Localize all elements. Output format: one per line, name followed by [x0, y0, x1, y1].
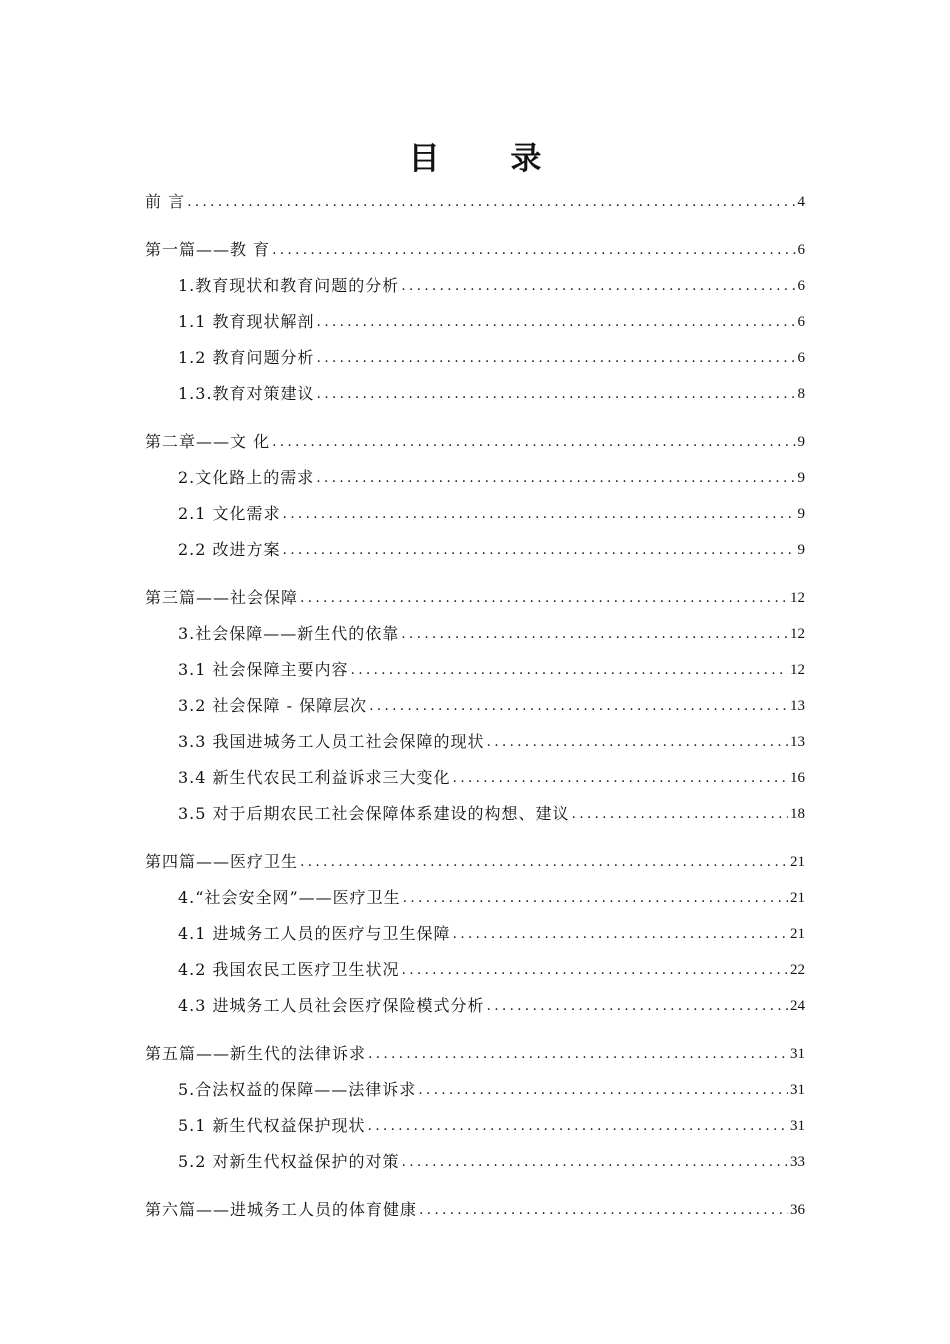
toc-entry-label: 3.2 社会保障 - 保障层次 [178, 696, 368, 715]
toc-entry[interactable] [145, 848, 805, 872]
toc-entry-label: 3.5 对于后期农民工社会保障体系建设的构想、建议 [178, 804, 570, 823]
toc-entry-page-number: 6 [797, 314, 805, 330]
toc-entry-page-number: 12 [790, 662, 805, 678]
toc-entry-label: 第六篇——进城务工人员的体育健康 [145, 1200, 418, 1219]
toc-entry[interactable] [145, 584, 805, 608]
toc-entry[interactable] [178, 920, 805, 944]
toc-entry[interactable] [178, 956, 805, 980]
toc-entry-label: 4.“社会安全网”——医疗卫生 [178, 888, 401, 907]
toc-entry-label: 2.2 改进方案 [178, 540, 281, 559]
toc-dot-leader [485, 732, 788, 752]
toc-dot-leader [270, 432, 795, 452]
toc-dot-leader [416, 1080, 788, 1100]
toc-dot-leader [400, 1152, 788, 1172]
toc-dot-leader [349, 660, 788, 680]
toc-entry-label: 第一篇——教 育 [145, 240, 271, 259]
toc-entry-page-number: 33 [790, 1154, 805, 1170]
toc-entry-page-number: 6 [797, 278, 805, 294]
toc-dot-leader [298, 852, 788, 872]
toc-dot-leader [298, 588, 788, 608]
toc-entry[interactable] [145, 428, 805, 452]
toc-entry[interactable] [145, 1196, 805, 1220]
toc-entry[interactable] [178, 344, 805, 368]
toc-entry-page-number: 31 [790, 1082, 805, 1098]
toc-dot-leader [270, 240, 795, 260]
toc-entry-label: 4.2 我国农民工医疗卫生状况 [178, 960, 400, 979]
toc-dot-leader [185, 192, 795, 212]
toc-entry[interactable] [178, 692, 805, 716]
toc-entry[interactable] [178, 800, 805, 824]
toc-entry-label: 4.1 进城务工人员的医疗与卫生保障 [178, 924, 451, 943]
toc-entry[interactable] [178, 620, 805, 644]
toc-entry-page-number: 21 [790, 926, 805, 942]
toc-dot-leader [570, 804, 788, 824]
toc-dot-leader [367, 696, 788, 716]
toc-dot-leader [401, 888, 788, 908]
toc-entry[interactable] [178, 728, 805, 752]
toc-entry-page-number: 31 [790, 1046, 805, 1062]
toc-dot-leader [417, 1200, 788, 1220]
toc-entry[interactable] [178, 1076, 805, 1100]
toc-dot-leader [399, 276, 795, 296]
toc-dot-leader [281, 504, 796, 524]
toc-dot-leader [315, 384, 796, 404]
toc-entry[interactable] [178, 308, 805, 332]
toc-entry[interactable] [178, 656, 805, 680]
toc-entry-label: 5.2 对新生代权益保护的对策 [178, 1152, 400, 1171]
toc-entry-page-number: 9 [797, 542, 805, 558]
toc-entry-page-number: 18 [790, 806, 805, 822]
toc-dot-leader [366, 1044, 788, 1064]
toc-entry-page-number: 22 [790, 962, 805, 978]
toc-entry-page-number: 31 [790, 1118, 805, 1134]
toc-entry[interactable] [178, 1148, 805, 1172]
toc-dot-leader [315, 312, 796, 332]
toc-entry-label: 3.社会保障——新生代的依靠 [178, 624, 400, 643]
toc-dot-leader [399, 624, 788, 644]
toc-dot-leader [451, 924, 788, 944]
toc-entry[interactable] [145, 1040, 805, 1064]
toc-entry-page-number: 13 [790, 734, 805, 750]
toc-entry-page-number: 6 [797, 350, 805, 366]
toc-entry-page-number: 9 [797, 434, 805, 450]
toc-entry-label: 2.文化路上的需求 [178, 468, 315, 487]
toc-entry-label: 3.3 我国进城务工人员工社会保障的现状 [178, 732, 485, 751]
toc-entry[interactable] [178, 992, 805, 1016]
toc-entry-label: 前 言 [145, 192, 186, 211]
toc-entry-label: 第二章——文 化 [145, 432, 271, 451]
toc-entry-page-number: 12 [790, 590, 805, 606]
toc-entry[interactable] [178, 536, 805, 560]
toc-entry-page-number: 13 [790, 698, 805, 714]
toc-entry-page-number: 12 [790, 626, 805, 642]
toc-entry-page-number: 24 [790, 998, 805, 1014]
toc-entry[interactable] [145, 188, 805, 212]
toc-entry-page-number: 8 [797, 386, 805, 402]
toc-entry[interactable] [178, 464, 805, 488]
toc-entry-label: 第四篇——医疗卫生 [145, 852, 299, 871]
page-title: 目 录 [408, 141, 572, 177]
toc-entry-label: 1.2 教育问题分析 [178, 348, 315, 367]
toc-dot-leader [314, 468, 795, 488]
toc-entry-page-number: 21 [790, 854, 805, 870]
toc-entry-page-number: 4 [797, 194, 805, 210]
toc-entry-label: 4.3 进城务工人员社会医疗保险模式分析 [178, 996, 485, 1015]
toc-entry[interactable] [178, 380, 805, 404]
toc-entry-label: 2.1 文化需求 [178, 504, 281, 523]
toc-dot-leader [485, 996, 788, 1016]
toc-dot-leader [366, 1116, 788, 1136]
toc-dot-leader [315, 348, 796, 368]
toc-entry-label: 5.合法权益的保障——法律诉求 [178, 1080, 417, 1099]
toc-entry-page-number: 9 [797, 506, 805, 522]
toc-entry-label: 5.1 新生代权益保护现状 [178, 1116, 366, 1135]
toc-entry-label: 第三篇——社会保障 [145, 588, 299, 607]
toc-entry-page-number: 6 [797, 242, 805, 258]
toc-entry[interactable] [145, 236, 805, 260]
toc-entry[interactable] [178, 884, 805, 908]
toc-entry-label: 1.3.教育对策建议 [178, 384, 315, 403]
toc-entry[interactable] [178, 272, 805, 296]
toc-dot-leader [451, 768, 788, 788]
toc-entry-page-number: 16 [790, 770, 805, 786]
toc-entry-label: 1.教育现状和教育问题的分析 [178, 276, 400, 295]
toc-entry-label: 1.1 教育现状解剖 [178, 312, 315, 331]
toc-entry-label: 3.1 社会保障主要内容 [178, 660, 349, 679]
toc-entry-label: 第五篇——新生代的法律诉求 [145, 1044, 367, 1063]
toc-entry-page-number: 36 [790, 1202, 805, 1218]
toc-dot-leader [400, 960, 788, 980]
toc-entry[interactable] [178, 500, 805, 524]
toc-entry-page-number: 21 [790, 890, 805, 906]
toc-dot-leader [281, 540, 796, 560]
toc-entry[interactable] [178, 764, 805, 788]
toc-entry-page-number: 9 [797, 470, 805, 486]
toc-entry-label: 3.4 新生代农民工利益诉求三大变化 [178, 768, 451, 787]
toc-entry[interactable] [178, 1112, 805, 1136]
